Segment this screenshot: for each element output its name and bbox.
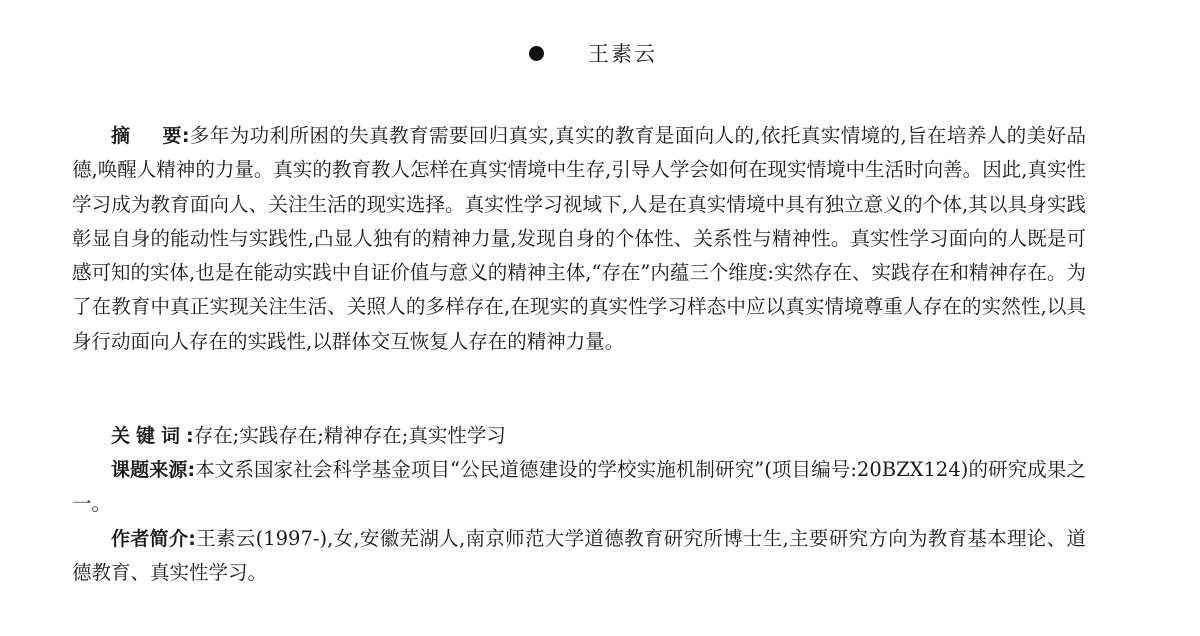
bio-text: 王素云(1997-),女,安徽芜湖人,南京师范大学道德教育研究所博士生,主要研究方向为教育基本理论、道德教育、真实性学习。: [72, 527, 1086, 585]
keywords-label: 关键词: [111, 425, 187, 447]
abstract-label-part2: 要: [162, 125, 182, 147]
bio-label-colon: :: [188, 528, 196, 550]
funding-label-colon: :: [187, 459, 196, 481]
abstract-text: 多年为功利所困的失真教育需要回归真实,真实的教育是面向人的,依托真实情境的,旨在培养人的美好品德,唤醒人精神的力量。真实的教育教人怎样在真实情境中生存,引导人学会如何在现实情境中生活时向善。因此,真实性学习成为教育面向人、关注生活的现实选择。真实性学习视域下,人是在真实情境中具有独立意义的个体,其以具身实践彰显自身的能动性与实践性,凸显人独有的精神力量,发现自身的个体性、关系性与精神性。真实性学习面向的人既是可感可知的实体,也是在能动实践中自证价值与意义的精神主体,“存在”内蕴三个维度:实然存在、实践存在和精神存在。为了在教育中真正实现关注生活、关照人的多样存在,在现实的真实性学习样态中应以真实情境尊重人存在的实然性,以具身行动面向人存在的实践性,以群体交互恢复人存在的精神力量。: [72, 124, 1086, 353]
author-byline: [0, 38, 1200, 68]
abstract-label: [111, 125, 189, 147]
keywords-label-colon: :: [186, 425, 194, 447]
funding-label: 课题来源: [111, 459, 188, 481]
keywords-paragraph: [72, 419, 1086, 453]
keywords-text: 存在;实践存在;精神存在;真实性学习: [193, 424, 506, 447]
author-bio-paragraph: [72, 522, 1086, 591]
bio-label: 作者简介: [111, 528, 189, 550]
abstract-label-part1: 摘: [111, 125, 131, 147]
abstract-paragraph: [72, 119, 1086, 359]
author-name: 王素云: [588, 42, 657, 66]
abstract-label-colon: :: [181, 125, 190, 147]
funding-text: 本文系国家社会科学基金项目“公民道德建设的学校实施机制研究”(项目编号:20BZX124)的研究成果之一。: [72, 458, 1086, 516]
funding-paragraph: [72, 453, 1086, 522]
bullet-icon: [529, 46, 544, 61]
